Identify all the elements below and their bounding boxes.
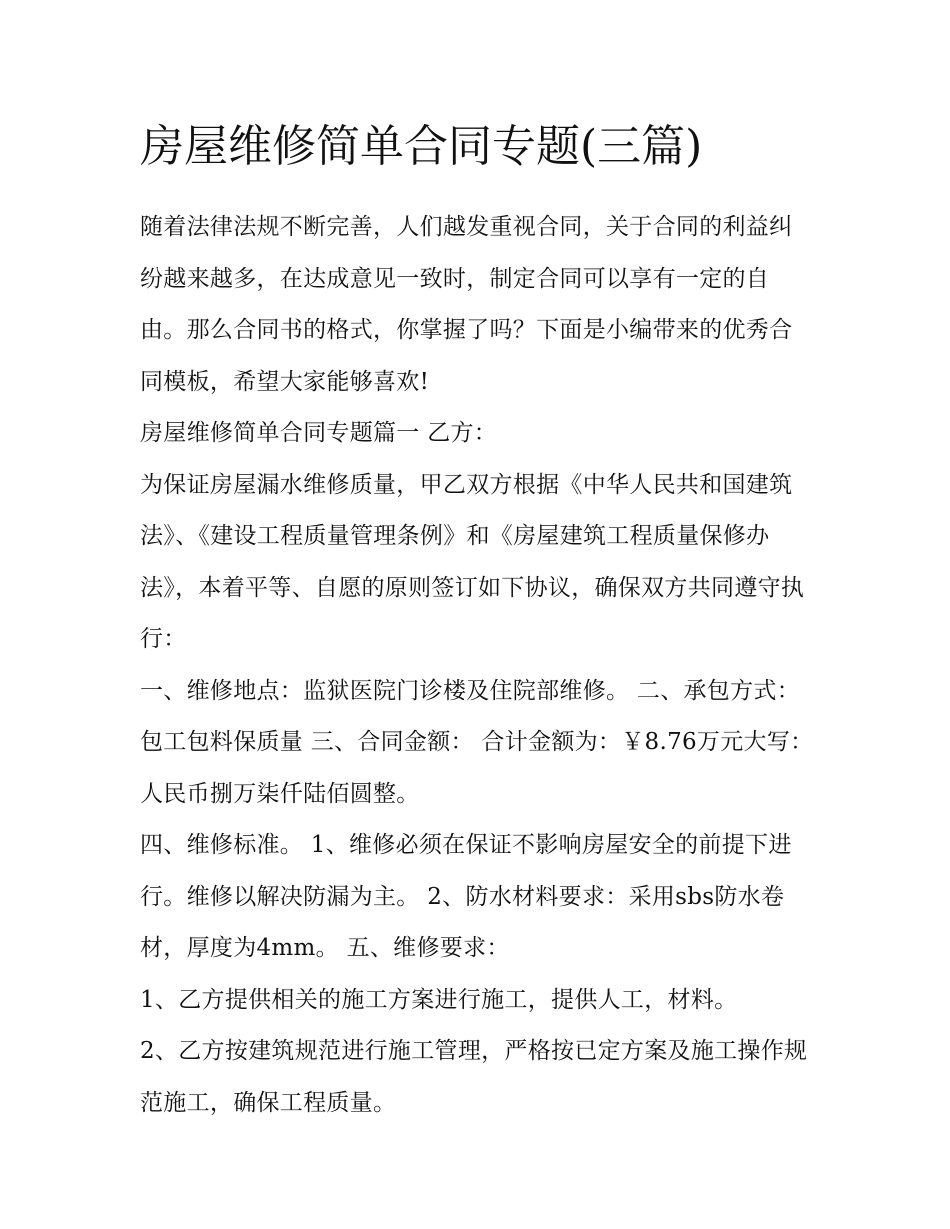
paragraph-location-amount: 一、维修地点：监狱医院门诊楼及住院部维修。 二、承包方式：包工包料保质量 三、合同金额： 合计金额为：￥8.76万元大写：人民币捌万柒仟陆佰圆整。	[140, 677, 814, 807]
paragraph-standards: 四、维修标准。 1、维修必须在保证不影响房屋安全的前提下进行。维修以解决防漏为主。 2、防水材料要求：采用sbs防水卷材，厚度为4mm。 五、维修要求：	[140, 832, 792, 961]
paragraph-contract-one-heading: 房屋维修简单合同专题篇一 乙方：	[140, 420, 498, 446]
paragraph-requirement-1: 1、乙方提供相关的施工方案进行施工，提供人工，材料。	[140, 986, 738, 1013]
document-body	[140, 112, 815, 1129]
paragraph-requirement-2: 2、乙方按建筑规范进行施工管理，严格按已定方案及施工操作规范施工，确保工程质量。	[140, 1038, 808, 1116]
paragraph-intro: 随着法律法规不断完善，人们越发重视合同，关于合同的利益纠纷越来越多，在达成意见一致时，制定合同可以享有一定的自由。那么合同书的格式，你掌握了吗？下面是小编带来的优秀合同模板，希望大家能够喜欢!	[140, 214, 793, 395]
paragraph-preamble: 为保证房屋漏水维修质量，甲乙双方根据《中华人民共和国建筑法》、《建设工程质量管理条例》和《房屋建筑工程质量保修办法》，本着平等、自愿的原则签订如下协议，确保双方共同遵守执行：	[140, 471, 805, 652]
document-title: 房屋维修简单合同专题(三篇)	[140, 121, 703, 172]
